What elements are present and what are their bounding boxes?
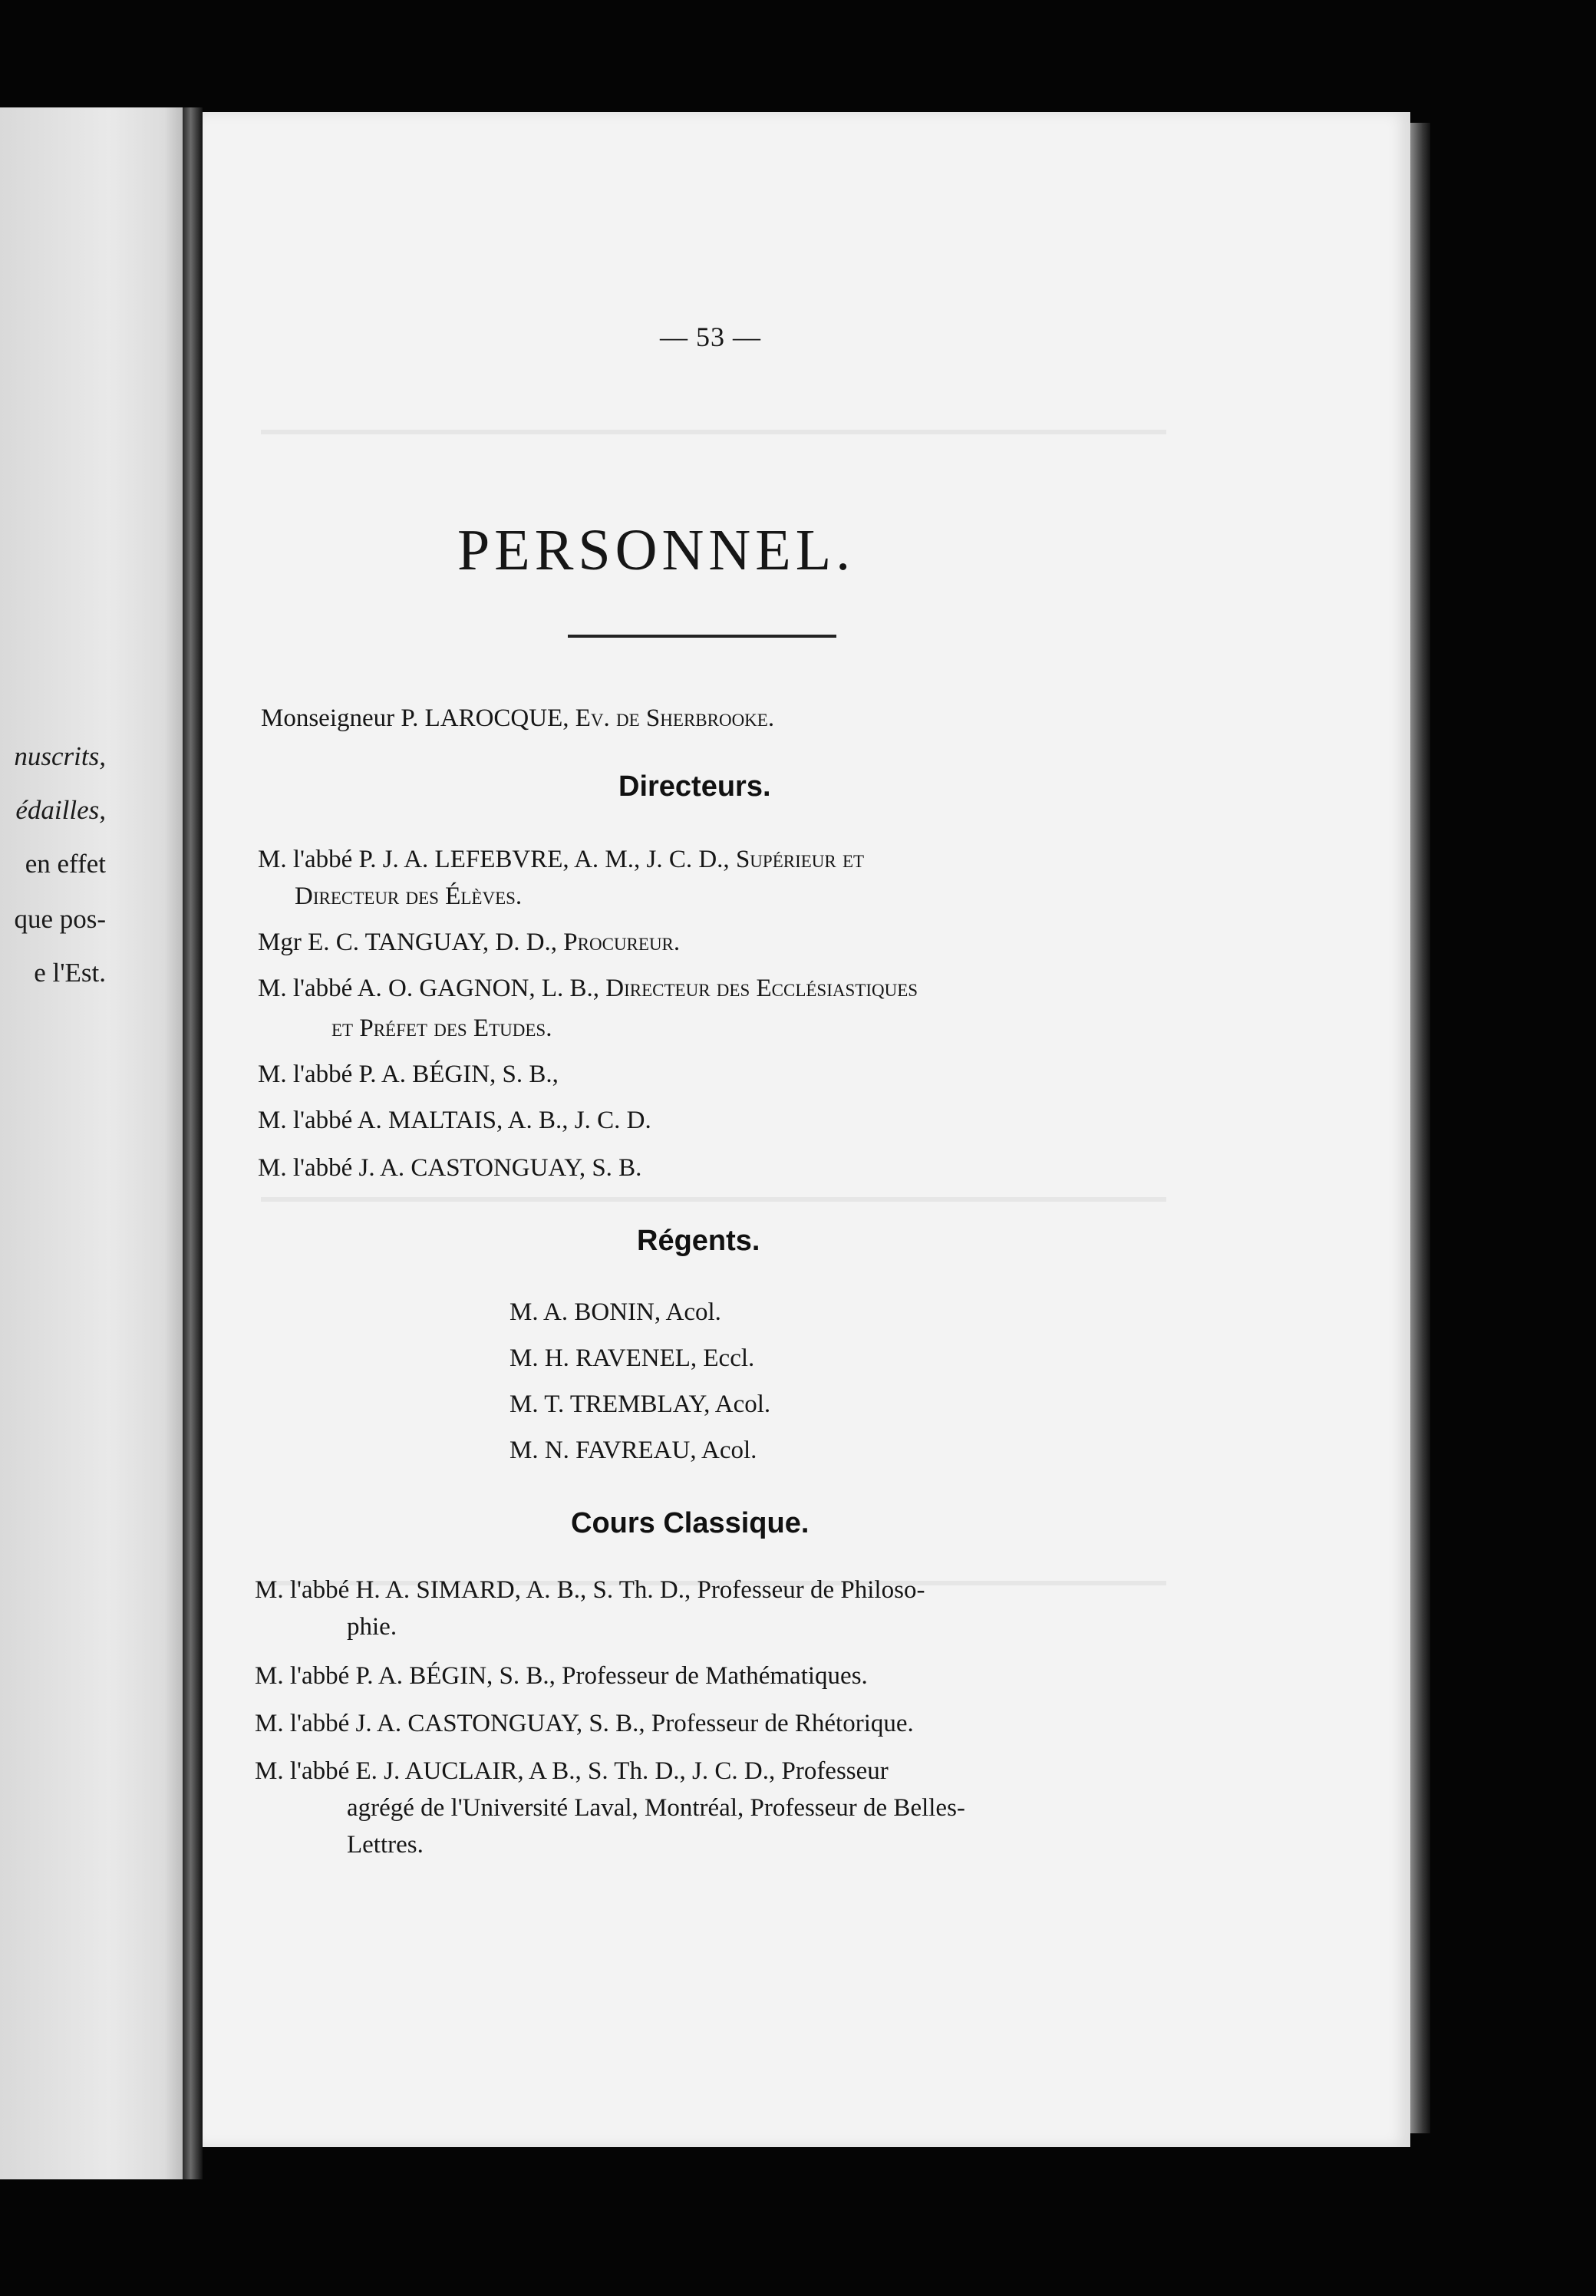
cours-line: Lettres. [347,1831,424,1859]
bishop-line [261,703,774,734]
entry-role: Procureur. [563,929,681,956]
section-heading-directeurs: Directeurs. [618,770,771,803]
entry-role: Supérieur et [735,846,865,873]
cours-line: agrégé de l'Université Laval, Montréal, Professeur de Belles- [347,1794,965,1822]
section-heading-cours-classique: Cours Classique. [571,1507,810,1539]
cours-line: M. l'abbé P. A. BÉGIN, S. B., Professeur de Mathématiques. [255,1662,868,1690]
cours-line: M. l'abbé E. J. AUCLAIR, A B., S. Th. D., J. C. D., Professeur [255,1757,889,1785]
page-title: PERSONNEL. [457,518,856,582]
cours-line: phie. [347,1613,397,1641]
entry-role-continued: et Préfet des Etudes. [331,1014,552,1042]
bleed-through-shading [261,430,1166,434]
directeur-entry: M. l'abbé J. A. CASTONGUAY, S. B. [258,1154,642,1182]
cours-line: M. l'abbé H. A. SIMARD, A. B., S. Th. D., Professeur de Philoso- [255,1576,925,1604]
entry-name: M. l'abbé A. O. GAGNON, L. B., [258,975,600,1002]
title-rule [568,635,836,638]
left-page-line: que pos- [14,904,106,934]
page-number: — 53 — [660,322,761,352]
left-page-line: en effet [25,849,106,879]
entry-name: M. l'abbé P. J. A. LEFEBVRE, A. M., J. C. D., [258,846,730,873]
regent-entry: M. N. FAVREAU, Acol. [509,1437,757,1464]
bishop-name: Monseigneur P. LAROCQUE, [261,704,569,732]
directeur-entry: M. l'abbé A. MALTAIS, A. B., J. C. D. [258,1107,651,1134]
cours-line: M. l'abbé J. A. CASTONGUAY, S. B., Professeur de Rhétorique. [255,1710,914,1737]
left-page-line: nuscrits, [14,741,106,771]
directeur-entry [258,927,680,958]
regent-entry: M. H. RAVENEL, Eccl. [509,1344,755,1372]
left-page-line: e l'Est. [34,958,106,988]
entry-name: Mgr E. C. TANGUAY, D. D., [258,929,558,956]
regent-entry: M. A. BONIN, Acol. [509,1298,721,1326]
left-page-fragment [0,107,183,2179]
entry-role-continued: Directeur des Élèves. [295,882,523,910]
page-edge [1410,123,1430,2133]
left-page-line: édailles, [15,795,106,825]
section-heading-regents: Régents. [637,1225,760,1257]
bishop-see: Ev. de Sherbrooke. [575,704,775,732]
bleed-through-shading [261,1197,1166,1202]
directeur-entry: M. l'abbé P. A. BÉGIN, S. B., [258,1061,559,1088]
directeur-entry [258,844,864,875]
directeur-entry [258,973,918,1004]
book-gutter [183,107,203,2179]
regent-entry: M. T. TREMBLAY, Acol. [509,1390,771,1418]
entry-role: Directeur des Ecclésiastiques [605,975,918,1002]
